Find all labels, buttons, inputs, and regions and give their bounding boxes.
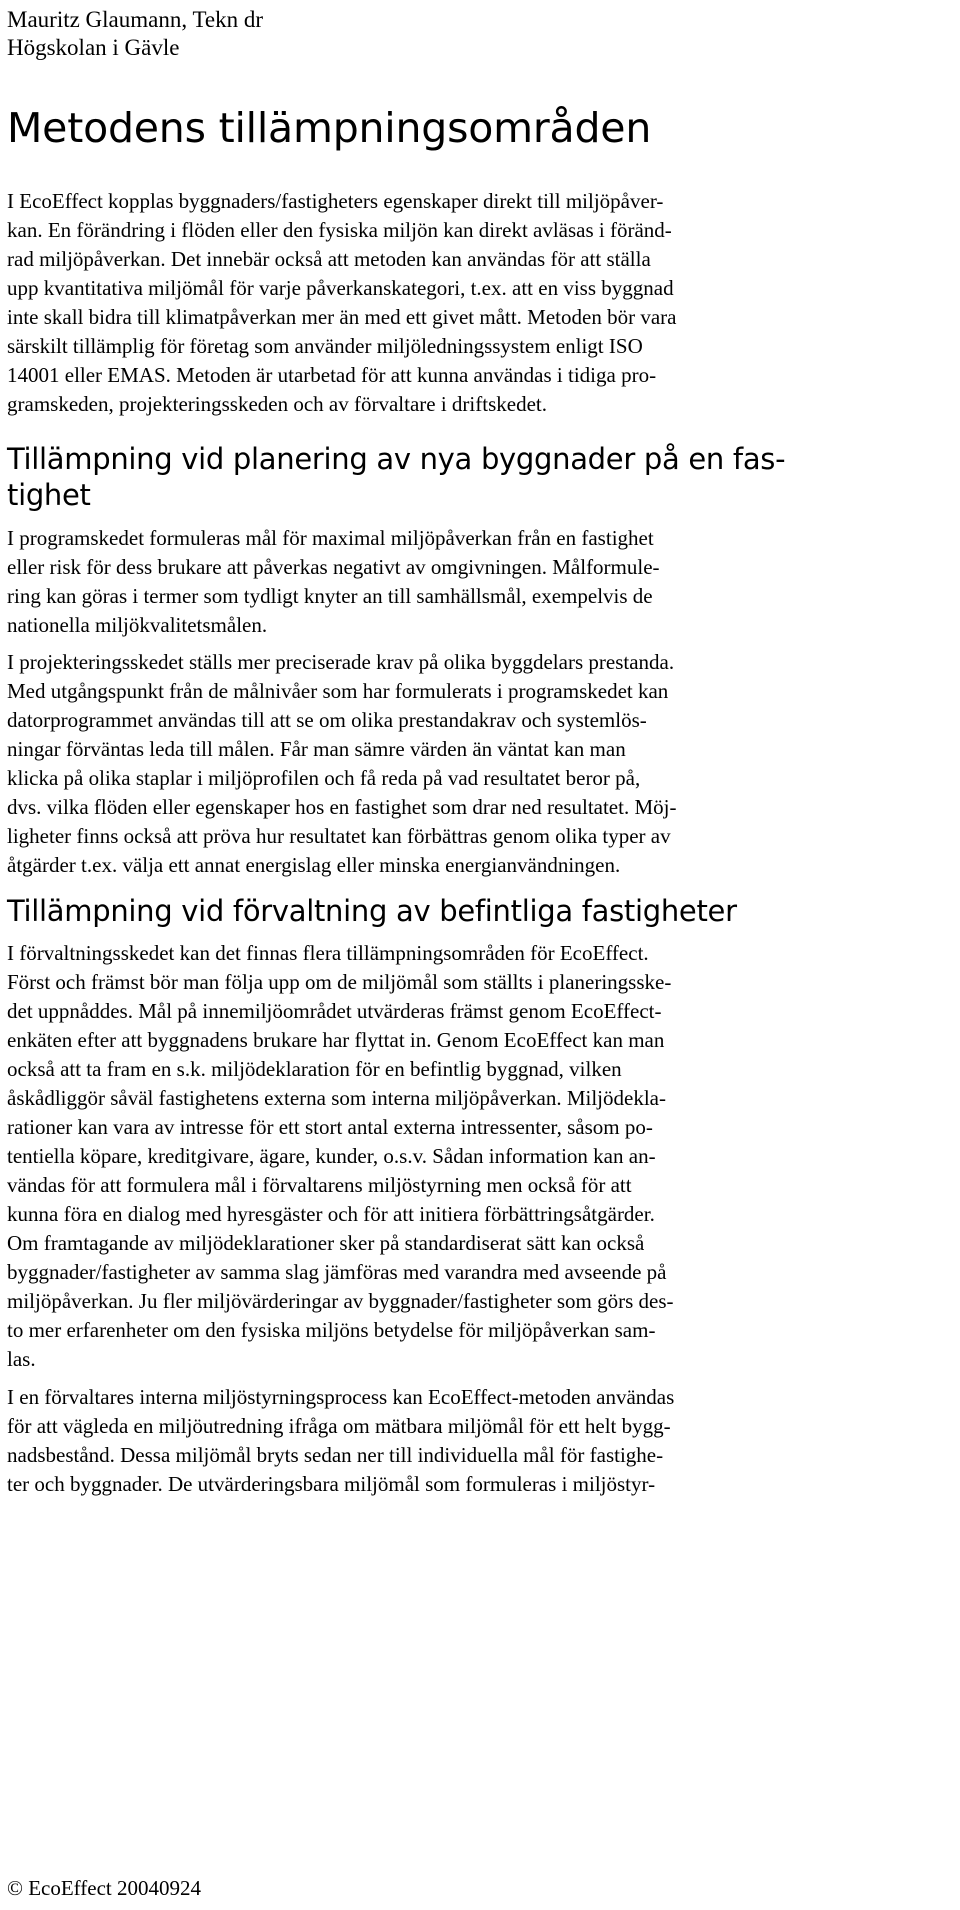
- heading-line: tighet: [7, 478, 91, 512]
- text-line: också att ta fram en s.k. miljödeklaration för en befintlig byggnad, vilken: [7, 1057, 622, 1081]
- text-line: I förvaltningsskedet kan det finnas flera tillämpningsområden för EcoEffect.: [7, 941, 649, 965]
- page-footer: © EcoEffect 20040924: [7, 1876, 202, 1900]
- text-line: byggnader/fastigheter av samma slag jämföras med varandra med avseende på: [7, 1260, 667, 1284]
- text-line: I projekteringsskedet ställs mer preciserade krav på olika byggdelars prestanda.: [7, 650, 675, 674]
- text-line: upp kvantitativa miljömål för varje påverkanskategori, t.ex. att en viss byggnad: [7, 276, 674, 300]
- text-line: kan. En förändring i flöden eller den fysiska miljön kan direkt avläsas i föränd-: [7, 218, 672, 242]
- text-line: rationer kan vara av intresse för ett stort antal externa intressenter, såsom po-: [7, 1115, 653, 1139]
- text-line: ningar förväntas leda till målen. Får man sämre värden än väntat kan man: [7, 737, 626, 761]
- text-line: Med utgångspunkt från de målnivåer som har formulerats i programskedet kan: [7, 679, 669, 703]
- text-line: 14001 eller EMAS. Metoden är utarbetad för att kunna användas i tidiga pro-: [7, 363, 657, 387]
- text-line: rad miljöpåverkan. Det innebär också att metoden kan användas för att ställa: [7, 247, 651, 271]
- intro-section: [7, 187, 953, 419]
- section-planning: [7, 441, 953, 513]
- planning-paragraph-2: [7, 648, 953, 880]
- text-line: dvs. vilka flöden eller egenskaper hos en fastighet som drar ned resultatet. Möj-: [7, 795, 677, 819]
- heading-line: Tillämpning vid planering av nya byggnader på en fas-: [7, 442, 786, 476]
- text-line: to mer erfarenheter om den fysiska miljöns betydelse för miljöpåverkan sam-: [7, 1318, 656, 1342]
- section-heading-management: Tillämpning vid förvaltning av befintliga fastigheter: [7, 894, 737, 928]
- text-line: Om framtagande av miljödeklarationer sker på standardiserat sätt kan också: [7, 1231, 645, 1255]
- management-paragraph-1: [7, 939, 953, 1374]
- text-line: det uppnåddes. Mål på innemiljöområdet utvärderas främst genom EcoEffect-: [7, 999, 662, 1023]
- text-line: I EcoEffect kopplas byggnaders/fastigheters egenskaper direkt till miljöpåver-: [7, 189, 664, 213]
- text-line: nationella miljökvalitetsmålen.: [7, 613, 268, 637]
- section-management: [7, 893, 953, 929]
- text-line: ligheter finns också att pröva hur resultatet kan förbättras genom olika typer av: [7, 824, 671, 848]
- text-line: klicka på olika staplar i miljöprofilen och få reda på vad resultatet beror på,: [7, 766, 641, 790]
- text-line: ring kan göras i termer som tydligt knyter an till samhällsmål, exempelvis de: [7, 584, 653, 608]
- management-paragraph-2: [7, 1383, 953, 1499]
- text-line: miljöpåverkan. Ju fler miljövärderingar av byggnader/fastigheter som görs des-: [7, 1289, 674, 1313]
- text-line: eller risk för dess brukare att påverkas negativt av omgivningen. Målformule-: [7, 555, 660, 579]
- text-line: Först och främst bör man följa upp om de miljömål som ställts i planeringsske-: [7, 970, 672, 994]
- intro-paragraph: [7, 187, 953, 419]
- page-header: [7, 6, 263, 62]
- text-line: ter och byggnader. De utvärderingsbara miljömål som formuleras i miljöstyr-: [7, 1472, 656, 1496]
- text-line: tentiella köpare, kreditgivare, ägare, kunder, o.s.v. Sådan information kan an-: [7, 1144, 656, 1168]
- paragraph: [7, 1383, 953, 1499]
- text-line: för att vägleda en miljöutredning ifråga om mätbara miljömål för ett helt bygg-: [7, 1414, 671, 1438]
- text-line: nadsbestånd. Dessa miljömål bryts sedan ner till individuella mål för fastighe-: [7, 1443, 664, 1467]
- text-line: vändas för att formulera mål i förvaltarens miljöstyrning men också för att: [7, 1173, 632, 1197]
- paragraph: [7, 524, 953, 640]
- text-line: I programskedet formuleras mål för maximal miljöpåverkan från en fastighet: [7, 526, 654, 550]
- page-title: Metodens tillämpningsområden: [7, 104, 652, 152]
- text-line: kunna föra en dialog med hyresgäster och för att initiera förbättringsåtgärder.: [7, 1202, 655, 1226]
- text-line: särskilt tillämplig för företag som använder miljöledningssystem enligt ISO: [7, 334, 643, 358]
- author-line: Mauritz Glaumann, Tekn dr: [7, 7, 264, 32]
- section-heading-planning: [7, 441, 953, 513]
- text-line: enkäten efter att byggnadens brukare har flyttat in. Genom EcoEffect kan man: [7, 1028, 665, 1052]
- text-line: inte skall bidra till klimatpåverkan mer än med ett givet mått. Metoden bör vara: [7, 305, 677, 329]
- institution-line: Högskolan i Gävle: [7, 35, 180, 60]
- text-line: åtgärder t.ex. välja ett annat energislag eller minska energianvändningen.: [7, 853, 621, 877]
- text-line: åskådliggör såväl fastighetens externa som interna miljöpåverkan. Miljödekla-: [7, 1086, 666, 1110]
- text-line: I en förvaltares interna miljöstyrningsprocess kan EcoEffect-metoden användas: [7, 1385, 675, 1409]
- paragraph: [7, 939, 953, 1374]
- text-line: gramskeden, projekteringsskeden och av förvaltare i driftskedet.: [7, 392, 547, 416]
- paragraph: [7, 648, 953, 880]
- planning-paragraph-1: [7, 524, 953, 640]
- text-line: datorprogrammet användas till att se om olika prestandakrav och systemlös-: [7, 708, 647, 732]
- text-line: las.: [7, 1347, 36, 1371]
